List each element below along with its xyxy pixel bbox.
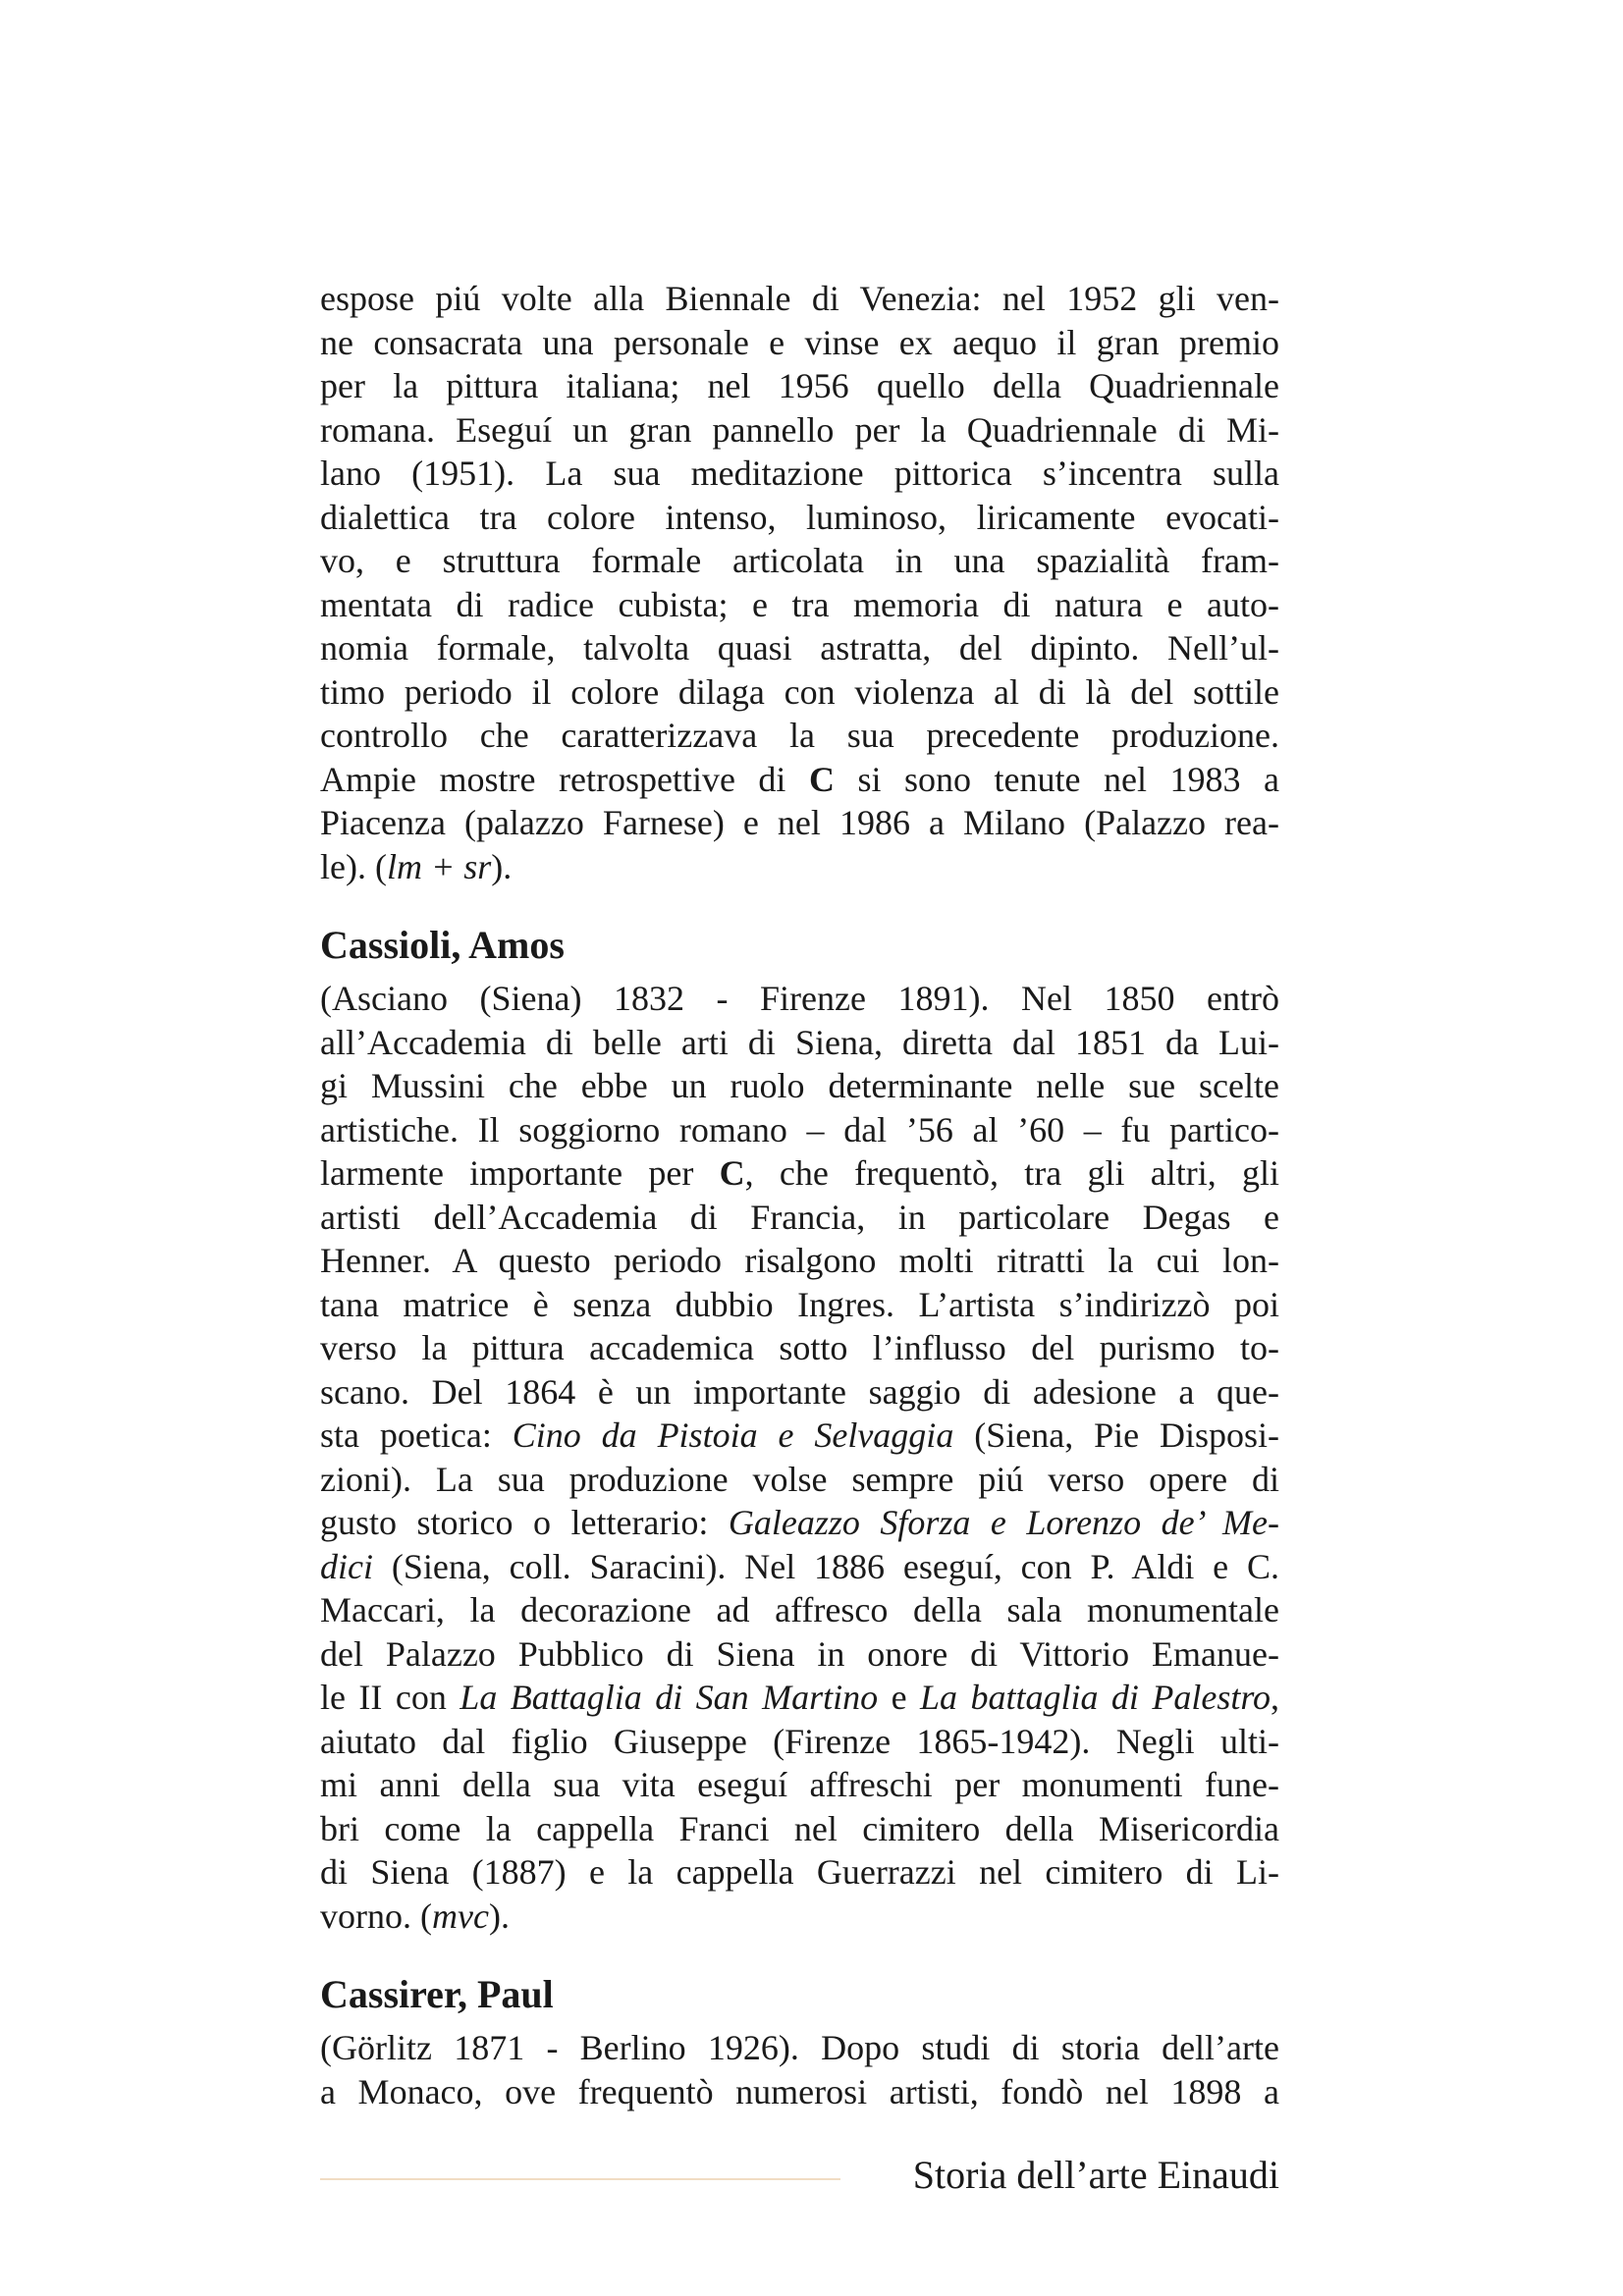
artwork-title: Cino da Pistoia e Selvaggia <box>512 1415 954 1455</box>
text-line: verso la pittura accademica sotto l’influsso del purismo to- <box>320 1328 1279 1367</box>
text-line: a Monaco, ove frequentò numerosi artisti, fondò nel 1898 a <box>320 2071 1279 2111</box>
text-line: espose piú volte alla Biennale di Venezia: nel 1952 gli ven- <box>320 279 1279 318</box>
text-line: zioni). La sua produzione volse sempre piú verso opere di <box>320 1459 1279 1499</box>
text-line: vorno. (mvc). <box>320 1896 510 1936</box>
text-line: le). (lm + sr). <box>320 846 513 886</box>
text-line: Maccari, la decorazione ad affresco della sala monumentale <box>320 1590 1279 1629</box>
text-line: ne consacrata una personale e vinse ex aequo il gran premio <box>320 322 1279 362</box>
artwork-title: dici <box>320 1546 373 1586</box>
author-initials: mvc <box>431 1896 489 1936</box>
entry-body-cassirer <box>320 2026 1279 2113</box>
text-line: all’Accademia di belle arti di Siena, diretta dal 1851 da Lui- <box>320 1022 1279 1062</box>
text-line: per la pittura italiana; nel 1956 quello della Quadriennale <box>320 366 1279 405</box>
entry-heading-cassirer: Cassirer, Paul <box>320 1972 554 2016</box>
text-line: tana matrice è senza dubbio Ingres. L’artista s’indirizzò poi <box>320 1284 1279 1324</box>
entry-body-cassioli <box>320 977 1279 1938</box>
text-line: Ampie mostre retrospettive di C si sono tenute nel 1983 a <box>320 759 1279 799</box>
text-line: timo periodo il colore dilaga con violenza al di là del sottile <box>320 671 1279 712</box>
text-line: controllo che caratterizzava la sua precedente produzione. <box>320 716 1279 755</box>
text-line: artistiche. Il soggiorno romano – dal ’56 al ’60 – fu partico- <box>320 1109 1279 1149</box>
text-line: romana. Eseguí un gran pannello per la Quadriennale di Mi- <box>320 409 1279 450</box>
text-line: (Görlitz 1871 - Berlino 1926). Dopo studi di storia dell’arte <box>320 2028 1279 2067</box>
artwork-title: La battaglia di Palestro <box>920 1678 1271 1717</box>
text-line: vo, e struttura formale articolata in una spazialità fram- <box>320 541 1279 580</box>
text-line: gusto storico o letterario: Galeazzo Sforza e Lorenzo de’ Me- <box>320 1503 1279 1542</box>
text-line: larmente importante per C, che frequentò, tra gli altri, gli <box>320 1153 1280 1193</box>
text-line: bri come la cappella Franci nel cimitero della Misericordia <box>320 1808 1279 1848</box>
text-line: mentata di radice cubista; e tra memoria di natura e auto- <box>320 584 1279 624</box>
author-initials: lm + sr <box>386 846 492 886</box>
text-line: sta poetica: Cino da Pistoia e Selvaggia (Siena, Pie Disposi- <box>320 1415 1280 1455</box>
footer-rule <box>320 2178 840 2180</box>
text-line: aiutato dal figlio Giuseppe (Firenze 1865-1942). Negli ulti- <box>320 1721 1279 1761</box>
text-line: scano. Del 1864 è un importante saggio di adesione a que- <box>320 1371 1279 1412</box>
footer-title: Storia dell’arte Einaudi <box>912 2153 1279 2197</box>
text-line: Henner. A questo periodo risalgono molti ritratti la cui lon- <box>320 1241 1279 1280</box>
artwork-title: Galeazzo Sforza e Lorenzo de’ Me- <box>728 1503 1279 1542</box>
text-line: (Asciano (Siena) 1832 - Firenze 1891). Nel 1850 entrò <box>320 979 1279 1018</box>
text-line: mi anni della sua vita eseguí affreschi per monumenti fune- <box>320 1765 1279 1804</box>
page-content <box>320 277 1279 2113</box>
artwork-title: La Battaglia di San Martino <box>460 1678 879 1717</box>
text-line: gi Mussini che ebbe un ruolo determinante nelle sue scelte <box>320 1066 1279 1105</box>
entry-heading-cassioli: Cassioli, Amos <box>320 923 565 967</box>
text-line: Piacenza (palazzo Farnese) e nel 1986 a Milano (Palazzo rea- <box>320 803 1279 842</box>
text-line: del Palazzo Pubblico di Siena in onore di Vittorio Emanue- <box>320 1633 1279 1674</box>
text-line: lano (1951). La sua meditazione pittorica s’incentra sulla <box>320 454 1279 493</box>
bold-initial: C <box>808 759 835 799</box>
text-line: di Siena (1887) e la cappella Guerrazzi nel cimitero di Li- <box>320 1852 1279 1892</box>
text-line: artisti dell’Accademia di Francia, in particolare Degas e <box>320 1197 1279 1237</box>
text-line: nomia formale, talvolta quasi astratta, del dipinto. Nell’ul- <box>320 628 1279 667</box>
text-line: dici (Siena, coll. Saracini). Nel 1886 eseguí, con P. Aldi e C. <box>320 1546 1280 1586</box>
text-line: le II con La Battaglia di San Martino e La battaglia di Palestro, <box>320 1678 1280 1717</box>
text-line: dialettica tra colore intenso, luminoso, liricamente evocati- <box>320 497 1279 537</box>
intro-paragraph <box>320 277 1279 888</box>
bold-initial: C <box>719 1153 745 1193</box>
